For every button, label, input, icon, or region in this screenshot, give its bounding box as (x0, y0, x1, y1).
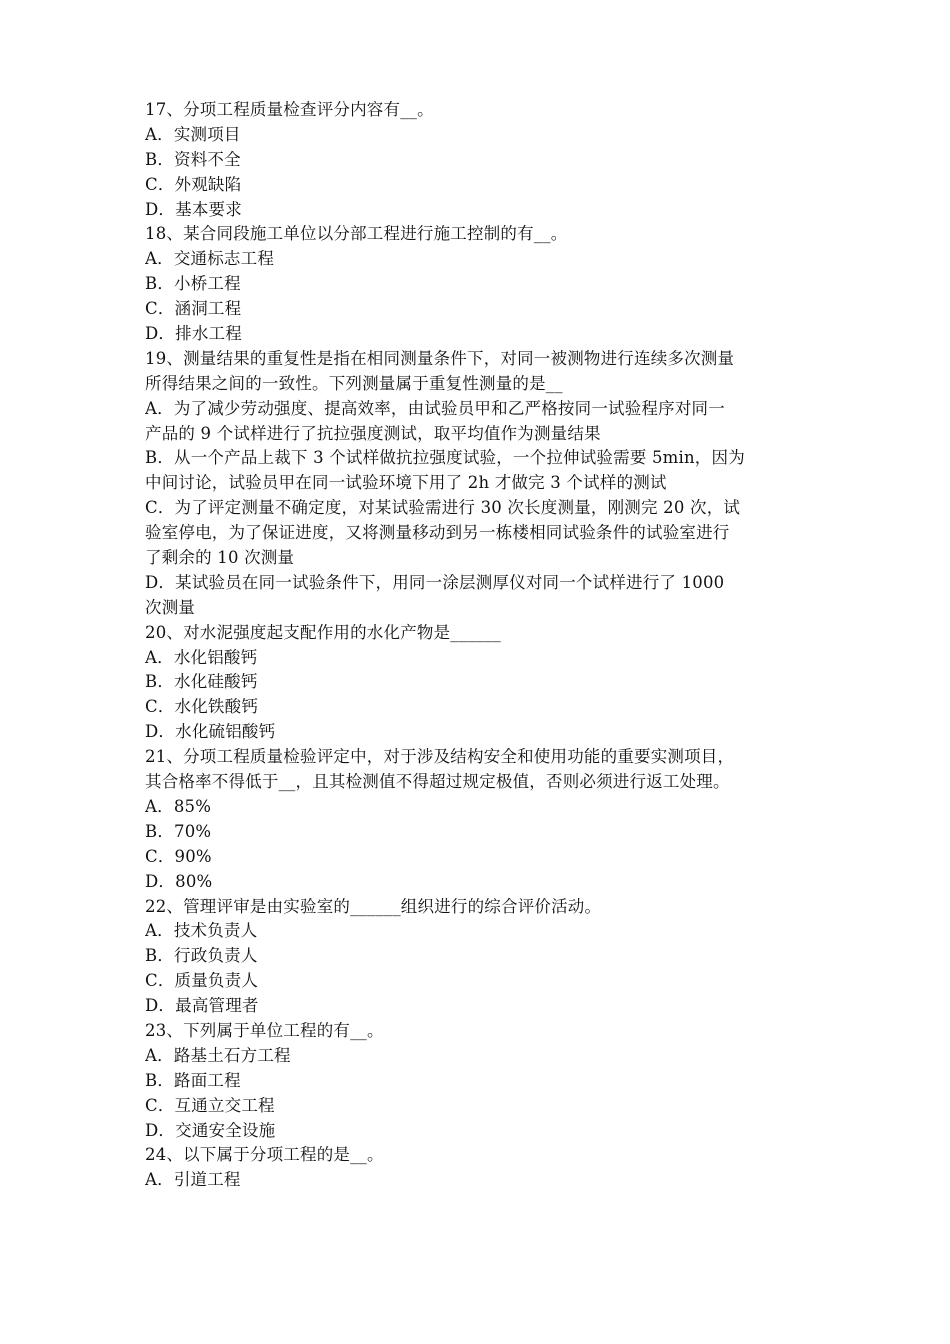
text-line: 24、以下属于分项工程的是__。 (145, 1145, 384, 1165)
text-line: A．技术负责人 (145, 921, 258, 941)
text-line: C．涵洞工程 (145, 299, 242, 319)
text-line: 17、分项工程质量检查评分内容有__。 (145, 100, 434, 119)
text-line: D．最高管理者 (145, 996, 259, 1016)
text-line: 21、分项工程质量检验评定中，对于涉及结构安全和使用功能的重要实测项目， (145, 747, 735, 767)
text-line: A．路基土石方工程 (145, 1045, 291, 1065)
text-line: B．路面工程 (145, 1070, 241, 1090)
text-line: 次测量 (145, 597, 196, 617)
text-line: 了剩余的 10 次测量 (145, 548, 295, 568)
text-line: C．互通立交工程 (145, 1095, 275, 1115)
text-line: C．90% (145, 846, 212, 866)
text-line: A．水化铝酸钙 (145, 647, 258, 667)
text-line: 中间讨论，试验员甲在同一试验环境下用了 2h 才做完 3 个试样的测试 (145, 473, 667, 493)
text-line: B．资料不全 (145, 149, 241, 169)
text-line: 所得结果之间的一致性。下列测量属于重复性测量的是__ (145, 373, 563, 393)
text-line: 验室停电，为了保证进度，又将测量移动到另一栋楼相同试验条件的试验室进行 (145, 523, 730, 543)
text-line: D．交通安全设施 (145, 1120, 276, 1140)
text-line: D．排水工程 (145, 324, 242, 344)
text-line: 22、管理评审是由实验室的______组织进行的综合评价活动。 (145, 896, 602, 916)
text-line: 20、对水泥强度起支配作用的水化产物是______ (145, 622, 501, 642)
text-line: A．交通标志工程 (145, 249, 275, 269)
text-line: C．质量负责人 (145, 971, 259, 991)
text-line: A．85% (145, 796, 212, 816)
text-line: C．水化铁酸钙 (145, 697, 259, 717)
text-line: 23、下列属于单位工程的有__。 (145, 1020, 384, 1040)
document-body (145, 98, 810, 1193)
text-line: 其合格率不得低于__，且其检测值不得超过规定极值，否则必须进行返工处理。 (145, 772, 730, 792)
text-line: B．70% (145, 821, 212, 841)
text-line: C．外观缺陷 (145, 174, 242, 194)
text-line: 19、测量结果的重复性是指在相同测量条件下，对同一被测物进行连续多次测量 (145, 348, 735, 368)
text-line: D．水化硫铝酸钙 (145, 722, 276, 742)
text-line: B．水化硅酸钙 (145, 672, 258, 692)
text-line: B．小桥工程 (145, 274, 241, 294)
text-line: C．为了评定测量不确定度，对某试验需进行 30 次长度测量，刚测完 20 次，试 (145, 498, 741, 518)
text-line: B．从一个产品上裁下 3 个试样做抗拉强度试验，一个拉伸试验需要 5min，因为 (145, 448, 745, 468)
text-line: D．基本要求 (145, 199, 242, 219)
text-line: B．行政负责人 (145, 946, 258, 966)
text-line: 产品的 9 个试样进行了抗拉强度测试，取平均值作为测量结果 (145, 423, 601, 443)
text-line: D．80% (145, 871, 213, 891)
text-line: D．某试验员在同一试验条件下，用同一涂层测厚仪对同一个试样进行了 1000 (145, 572, 725, 592)
text-line: A．实测项目 (145, 124, 241, 144)
text-line: 18、某合同段施工单位以分部工程进行施工控制的有__。 (145, 224, 568, 244)
text-line: A．为了减少劳动强度、提高效率，由试验员甲和乙严格按同一试验程序对同一 (145, 398, 725, 418)
text-line: A．引道工程 (145, 1170, 241, 1190)
